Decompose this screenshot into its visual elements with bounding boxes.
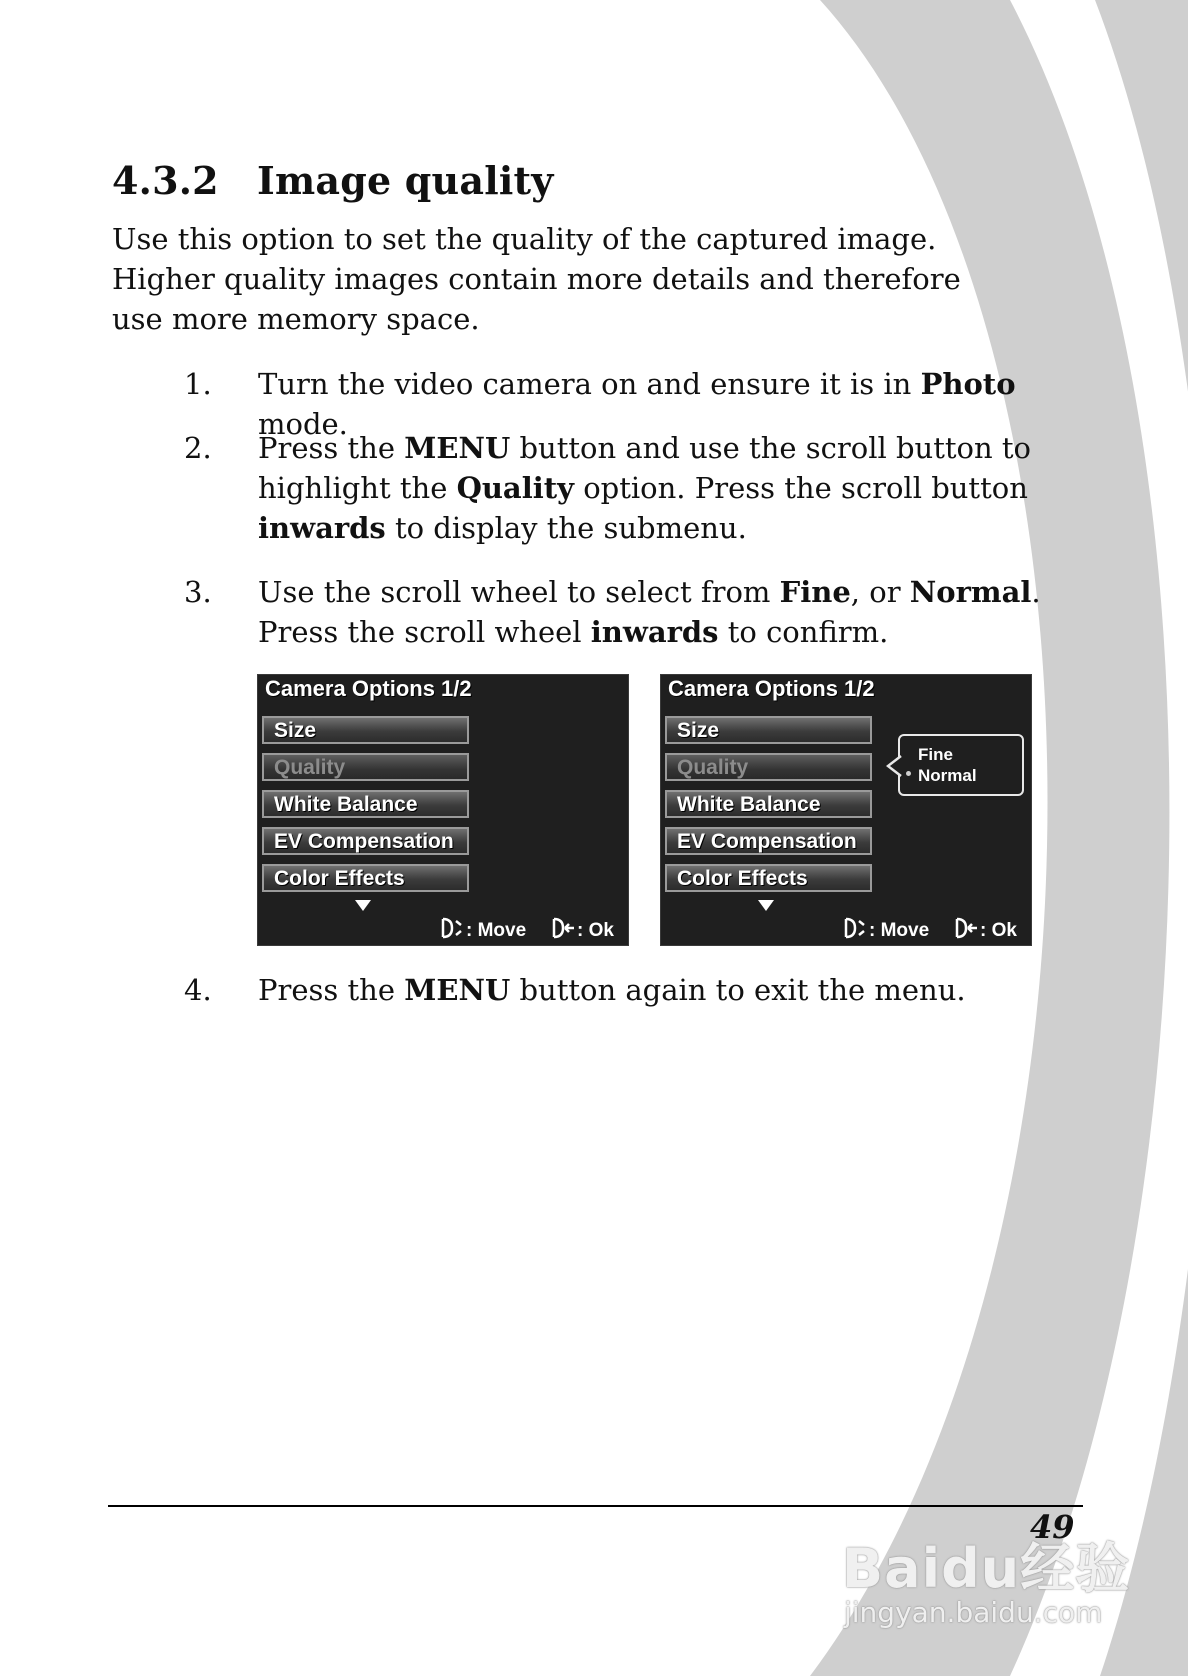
step-keyword: Normal <box>909 575 1032 609</box>
menu-option-size: Size <box>262 716 469 744</box>
step-text: Press the <box>258 431 405 465</box>
menu-option-quality: Quality <box>262 753 469 781</box>
footer-move-label: : Move <box>466 920 527 941</box>
press-wheel-icon <box>551 917 575 939</box>
step-4 <box>184 970 1088 1010</box>
selected-dot-icon <box>906 771 911 776</box>
scroll-wheel-icon <box>843 917 867 939</box>
step-text: Use the scroll wheel to select from <box>258 575 780 609</box>
menu-title: Camera Options 1/2 <box>668 676 875 701</box>
scroll-down-arrow-icon <box>758 900 774 912</box>
menu-option-white-balance: White Balance <box>665 790 872 818</box>
section-heading <box>112 158 554 203</box>
step-keyword: inwards <box>258 511 386 545</box>
section-title: Image quality <box>257 158 554 203</box>
menu-option-quality: Quality <box>665 753 872 781</box>
step-3 <box>184 572 1088 652</box>
press-wheel-icon <box>954 917 978 939</box>
step-text: , or <box>850 575 910 609</box>
intro-paragraph: Use this option to set the quality of the captured image. Higher quality images contain more details and therefore use more memory space. <box>112 222 961 336</box>
step-text: mode. <box>258 407 348 441</box>
step-text: Turn the video camera on and ensure it is in <box>258 367 921 401</box>
footer-move-label: : Move <box>869 920 930 941</box>
footer-move <box>843 917 929 942</box>
step-text: to confirm. <box>718 615 889 649</box>
step-keyword: Fine <box>779 575 851 609</box>
page-number: 49 <box>1030 1508 1075 1546</box>
menu-option-color-effects: Color Effects <box>262 864 469 892</box>
quality-submenu <box>898 734 1024 796</box>
step-number: 1. <box>184 367 212 401</box>
menu-option-color-effects: Color Effects <box>665 864 872 892</box>
watermark-brand: Baidu经验 <box>842 1537 1131 1600</box>
step-number: 3. <box>184 575 212 609</box>
step-text: button again to exit the menu. <box>510 973 966 1007</box>
footer-ok <box>551 917 614 942</box>
camera-submenu-screen <box>660 674 1032 946</box>
step-keyword: MENU <box>404 973 511 1007</box>
step-keyword: Photo <box>920 367 1016 401</box>
step-number: 4. <box>184 973 212 1007</box>
step-text: option. Press the scroll button <box>574 471 1028 505</box>
baidu-watermark <box>842 1520 1132 1640</box>
watermark-url: jingyan.baidu.com <box>844 1596 1103 1629</box>
menu-option-ev-compensation: EV Compensation <box>665 827 872 855</box>
step-keyword: MENU <box>404 431 511 465</box>
step-text: button and use the scroll button to highlight the <box>258 431 1032 505</box>
step-keyword: inwards <box>590 615 719 649</box>
step-keyword: Quality <box>456 471 574 505</box>
menu-option-size: Size <box>665 716 872 744</box>
camera-menu-screen <box>257 674 629 946</box>
footer-ok <box>954 917 1017 942</box>
menu-title: Camera Options 1/2 <box>265 676 472 701</box>
step-number: 2. <box>184 431 212 465</box>
scroll-down-arrow-icon <box>355 900 371 912</box>
submenu-option-normal: Normal <box>918 766 977 785</box>
step-text: . Press the scroll wheel <box>258 575 1041 649</box>
footer-ok-label: : Ok <box>577 920 614 941</box>
submenu-option-fine: Fine <box>918 745 953 764</box>
step-text: to display the submenu. <box>385 511 747 545</box>
menu-option-white-balance: White Balance <box>262 790 469 818</box>
section-number: 4.3.2 <box>112 158 219 203</box>
footer-ok-label: : Ok <box>980 920 1017 941</box>
submenu-pointer-icon <box>886 754 902 778</box>
menu-option-ev-compensation: EV Compensation <box>262 827 469 855</box>
step-text: Press the <box>258 973 405 1007</box>
footer-rule <box>108 1505 1083 1507</box>
footer-move <box>440 917 526 942</box>
step-2 <box>184 428 1088 548</box>
scroll-wheel-icon <box>440 917 464 939</box>
